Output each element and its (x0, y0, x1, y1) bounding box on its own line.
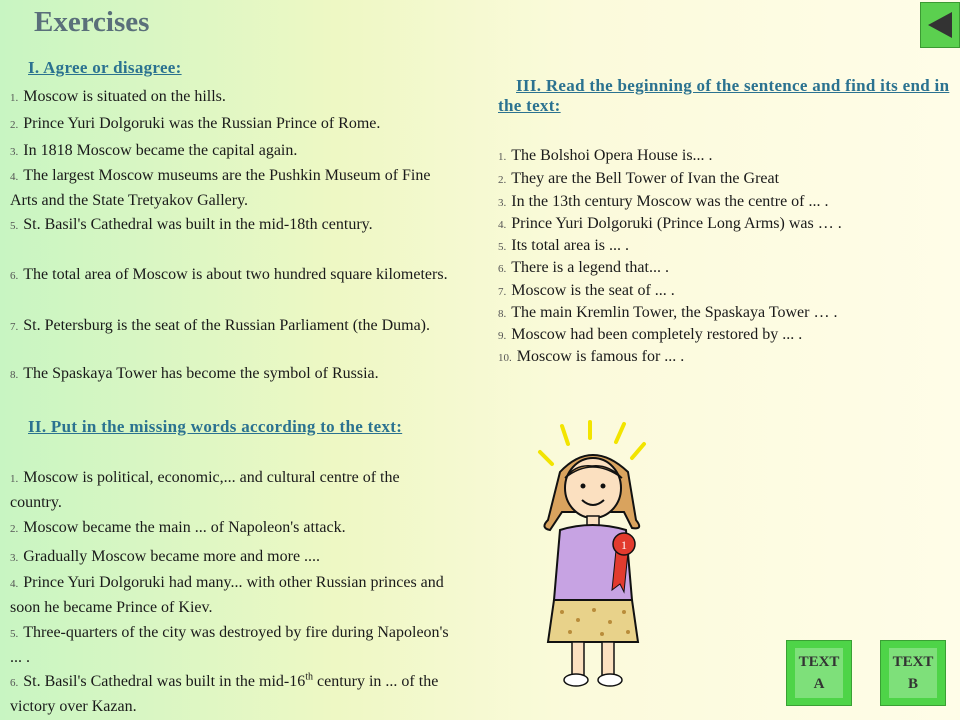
list-item (498, 213, 938, 236)
item-text: Three-quarters of the city was destroyed by fire during Napoleon's ... . (10, 624, 449, 666)
item-number: 4. (10, 171, 19, 183)
item-number: 9. (498, 330, 507, 342)
item-text: The largest Moscow museums are the Pushkin Museum of Fine Arts and the State Tretyakov Gallery. (10, 167, 431, 209)
item-text: St. Basil's Cathedral was built in the mid-16 (23, 673, 306, 690)
item-text: There is a legend that... . (511, 259, 669, 276)
list-item (10, 545, 450, 570)
item-text: century in ... of the victory over Kazan. (10, 673, 439, 715)
item-text: Moscow is situated on the hills. (23, 88, 226, 105)
item-text: St. Petersburg is the seat of the Russian Parliament (the Duma). (23, 317, 430, 334)
list-item (10, 571, 450, 619)
item-number: 4. (498, 219, 507, 231)
list-item (10, 139, 450, 164)
text-a-button[interactable]: TEXT A (786, 640, 852, 706)
item-number: 8. (10, 369, 19, 381)
item-text: Prince Yuri Dolgoruki had many... with other Russian princes and soon he became Prince of Kiev. (10, 574, 444, 616)
item-number: 5. (498, 241, 507, 253)
item-text: Its total area is ... . (511, 237, 629, 254)
list-item (498, 280, 938, 303)
item-text: Gradually Moscow became more and more .... (23, 548, 321, 565)
item-text-superscript: th (305, 671, 313, 683)
item-number: 3. (10, 146, 19, 158)
item-text: Prince Yuri Dolgoruki was the Russian Prince of Rome. (23, 115, 381, 132)
item-text: They are the Bell Tower of Ivan the Great (511, 170, 780, 187)
item-text: Moscow became the main ... of Napoleon's attack. (23, 519, 346, 536)
item-number: 2. (10, 119, 19, 131)
page-title: Exercises (34, 6, 150, 38)
back-button[interactable] (920, 2, 960, 48)
item-number: 6. (10, 677, 19, 689)
list-item (10, 112, 450, 137)
list-item (10, 362, 450, 387)
item-text: Prince Yuri Dolgoruki (Prince Long Arms) was … . (511, 215, 842, 232)
item-number: 7. (498, 286, 507, 298)
girl-illustration (532, 420, 652, 690)
list-item (498, 168, 938, 191)
list-item (10, 621, 450, 669)
list-item (10, 314, 450, 339)
item-number: 6. (10, 270, 19, 282)
item-number: 8. (498, 308, 507, 320)
item-number: 2. (498, 174, 507, 186)
item-number: 3. (498, 197, 507, 209)
list-item (498, 257, 938, 280)
list-item (498, 324, 938, 347)
list-item (498, 346, 938, 369)
item-text: In the 13th century Moscow was the centre of ... . (511, 193, 829, 210)
item-number: 4. (10, 578, 19, 590)
item-number: 2. (10, 523, 19, 535)
item-text: Moscow had been completely restored by ... . (511, 326, 803, 343)
section1-heading: I. Agree or disagree: (28, 58, 182, 77)
item-number: 3. (10, 552, 19, 564)
item-text: Moscow is political, economic,... and cultural centre of the country. (10, 469, 400, 511)
item-number: 6. (498, 263, 507, 275)
item-number: 1. (498, 151, 507, 163)
text-b-button[interactable]: TEXT B (880, 640, 946, 706)
list-item (10, 516, 450, 541)
item-text: Moscow is the seat of ... . (511, 282, 675, 299)
item-number: 1. (10, 473, 19, 485)
badge-number: 1 (621, 538, 627, 552)
item-number: 7. (10, 321, 19, 333)
list-item (498, 145, 938, 168)
item-text: Moscow is famous for ... . (516, 348, 685, 365)
item-number: 10. (498, 352, 512, 364)
list-item (10, 263, 450, 288)
item-text: The Spaskaya Tower has become the symbol of Russia. (23, 365, 379, 382)
item-text: The total area of Moscow is about two hundred square kilometers. (23, 266, 448, 283)
list-item (10, 85, 450, 110)
list-item (498, 191, 938, 214)
list-item (10, 466, 450, 514)
item-text: In 1818 Moscow became the capital again. (23, 142, 298, 159)
item-number: 5. (10, 628, 19, 640)
item-number: 1. (10, 92, 19, 104)
section3-heading: III. Read the beginning of the sentence and find its end in the text: (498, 76, 950, 115)
item-number: 5. (10, 220, 19, 232)
list-item (10, 670, 450, 718)
item-text: St. Basil's Cathedral was built in the mid-18th century. (23, 216, 373, 233)
list-item (10, 164, 450, 212)
section2-heading: II. Put in the missing words according to the text: (28, 417, 403, 436)
triangle-left-icon (926, 10, 954, 40)
list-item (10, 213, 450, 238)
list-item (498, 302, 938, 325)
list-item (498, 235, 938, 258)
item-text: The main Kremlin Tower, the Spaskaya Tower … . (511, 304, 838, 321)
item-text: The Bolshoi Opera House is... . (511, 147, 713, 164)
